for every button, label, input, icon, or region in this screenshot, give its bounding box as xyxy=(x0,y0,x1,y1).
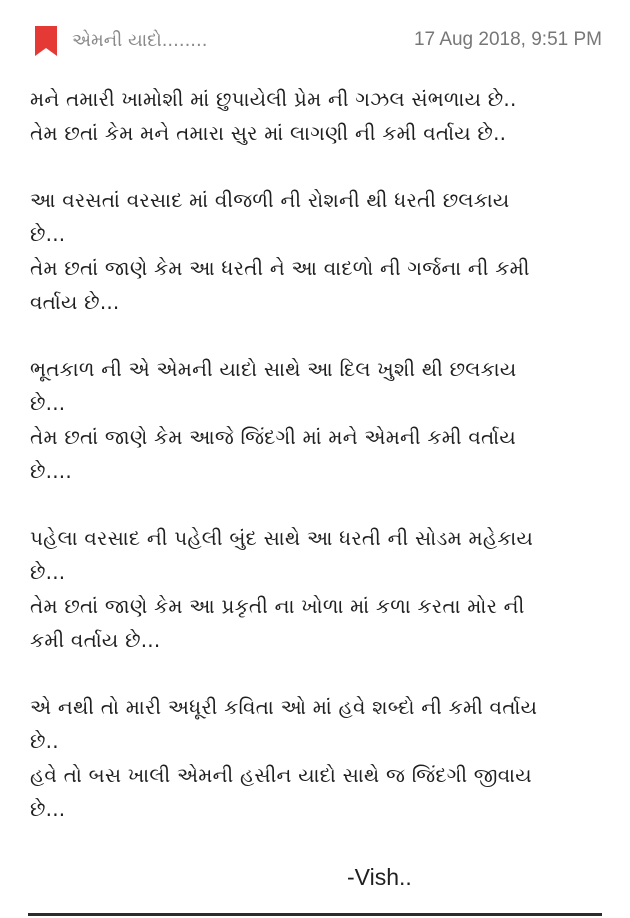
poem-line: વર્તાય છે... xyxy=(30,290,120,314)
poem-line: છે... xyxy=(30,560,66,584)
stanza-1 xyxy=(30,82,602,150)
poem-line: આ વરસતાં વરસાદ માં વીજળી ની રોશની થી ધરતી છલકાય xyxy=(30,188,510,212)
poem-line: તેમ છતાં જાણે કેમ આ પ્રકૃતી ના ખોળા માં કળા કરતા મોર ની xyxy=(30,594,525,618)
bottom-divider xyxy=(28,913,602,916)
stanza-2 xyxy=(30,183,602,319)
stanza-4 xyxy=(30,521,602,657)
poem-line: છે.. xyxy=(30,729,59,753)
poem-line: છે... xyxy=(30,222,66,246)
poem-line: મને તમારી ખામોશી માં છુપાયેલી પ્રેમ ની ગઝલ સંભળાય છે.. xyxy=(30,87,517,111)
poem-line: તેમ છતાં જાણે કેમ આ ધરતી ને આ વાદળો ની ગર્જના ની કમી xyxy=(30,256,530,280)
poem-line: તેમ છતાં જાણે કેમ આજે જિંદગી માં મને એમની કમી વર્તાય xyxy=(30,425,516,449)
bookmark-icon[interactable] xyxy=(35,26,57,56)
note-header xyxy=(0,0,630,84)
poem-line: છે... xyxy=(30,391,66,415)
stanza-5 xyxy=(30,690,602,826)
signature: -Vish.. xyxy=(347,864,412,890)
poem-line: એ નથી તો મારી અધૂરી કવિતા ઓ માં હવે શબ્દો ની કમી વર્તાય xyxy=(30,695,538,719)
note-title: એમની યાદો........ xyxy=(72,30,208,51)
poem-body xyxy=(30,82,602,859)
bookmark-shape xyxy=(35,26,57,56)
poem-line: કમી વર્તાય છે... xyxy=(30,628,161,652)
poem-line: પહેલા વરસાદ ની પહેલી બુંદ સાથે આ ધરતી ની સોડમ મહેકાય xyxy=(30,526,534,550)
poem-line: તેમ છતાં કેમ મને તમારા સુર માં લાગણી ની કમી વર્તાય છે.. xyxy=(30,121,507,145)
stanza-3 xyxy=(30,352,602,488)
poem-line: છે.... xyxy=(30,459,72,483)
poem-line: છે... xyxy=(30,797,66,821)
poem-line: ભૂતકાળ ની એ એમની યાદો સાથે આ દિલ ખુશી થી છલકાય xyxy=(30,357,517,381)
poem-line: હવે તો બસ ખાલી એમની હસીન યાદો સાથે જ જિંદગી જીવાય xyxy=(30,763,532,787)
note-date: 17 Aug 2018, 9:51 PM xyxy=(413,29,602,50)
